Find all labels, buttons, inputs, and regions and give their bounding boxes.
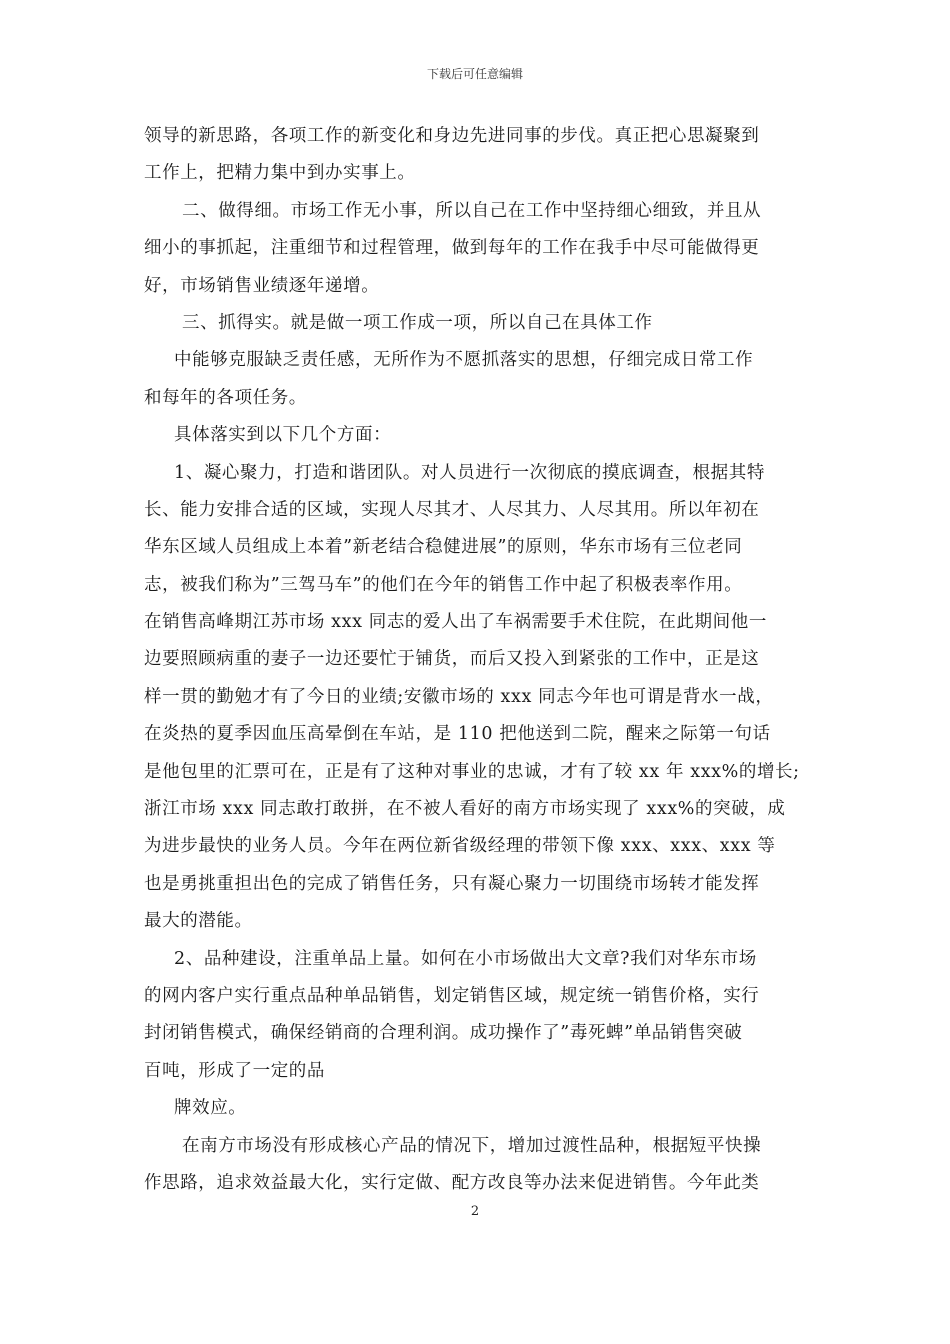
- text-line: 三、抓得实。就是做一项工作成一项，所以自己在具体工作: [182, 312, 653, 333]
- text-line: 也是勇挑重担出色的完成了销售任务，只有凝心聚力一切围绕市场转才能发挥: [144, 873, 760, 894]
- text-line: 最大的潜能。: [144, 911, 253, 932]
- text-line: 和每年的各项任务。: [144, 387, 307, 408]
- text-line: 牌效应。: [174, 1098, 247, 1119]
- text-line: 样一贯的勤勉才有了今日的业绩;安徽市场的 xxx 同志今年也可谓是背水一战，: [144, 686, 774, 707]
- text-line: 二、做得细。市场工作无小事，所以自己在工作中坚持细心细致，并且从: [182, 200, 762, 221]
- text-line: 工作上，把精力集中到办实事上。: [144, 163, 416, 184]
- text-line: 细小的事抓起，注重细节和过程管理，做到每年的工作在我手中尽可能做得更: [144, 238, 760, 259]
- text-line: 百吨，形成了一定的品: [144, 1060, 325, 1081]
- text-line: 是他包里的汇票可在，正是有了这种对事业的忠诚，才有了较 xx 年 xxx%的增长;: [144, 761, 800, 782]
- text-line: 中能够克服缺乏责任感，无所作为不愿抓落实的思想，仔细完成日常工作: [174, 350, 754, 371]
- page-header: 下载后可任意编辑: [426, 67, 523, 81]
- text-line: 作思路，追求效益最大化，实行定做、配方改良等办法来促进销售。今年此类: [144, 1172, 760, 1193]
- text-line: 华东区域人员组成上本着”新老结合稳健进展”的原则，华东市场有三位老同: [144, 537, 743, 558]
- text-line: 好，市场销售业绩逐年递增。: [144, 275, 380, 296]
- text-line: 具体落实到以下几个方面：: [174, 425, 392, 446]
- page-number: 2: [470, 1204, 480, 1219]
- text-line: 在炎热的夏季因血压高晕倒在车站，是 110 把他送到二院，醒来之际第一句话: [144, 724, 771, 745]
- text-line: 1、凝心聚力，打造和谐团队。对人员进行一次彻底的摸底调查，根据其特: [174, 462, 765, 483]
- text-line: 的网内客户实行重点品种单品销售，划定销售区域，规定统一销售价格，实行: [144, 985, 760, 1006]
- text-line: 在南方市场没有形成核心产品的情况下，增加过渡性品种，根据短平快操: [182, 1135, 762, 1156]
- text-line: 浙江市场 xxx 同志敢打敢拼，在不被人看好的南方市场实现了 xxx%的突破，成: [144, 799, 786, 820]
- text-line: 2、品种建设，注重单品上量。如何在小市场做出大文章?我们对华东市场: [174, 948, 757, 969]
- text-line: 长、能力安排合适的区域，实现人尽其才、人尽其力、人尽其用。所以年初在: [144, 499, 760, 520]
- text-line: 为进步最快的业务人员。今年在两位新省级经理的带领下像 xxx、xxx、xxx 等: [144, 836, 776, 857]
- text-line: 封闭销售模式，确保经销商的合理利润。成功操作了”毒死蜱”单品销售突破: [144, 1023, 743, 1044]
- text-line: 领导的新思路，各项工作的新变化和身边先进同事的步伐。真正把心思凝聚到: [144, 126, 760, 146]
- text-line: 在销售高峰期江苏市场 xxx 同志的爱人出了车祸需要手术住院，在此期间他一: [144, 612, 767, 633]
- document-body: [144, 118, 806, 1202]
- text-line: 边要照顾病重的妻子一边还要忙于铺货，而后又投入到紧张的工作中，正是这: [144, 649, 760, 670]
- text-line: 志，被我们称为”三驾马车”的他们在今年的销售工作中起了积极表率作用。: [144, 574, 743, 595]
